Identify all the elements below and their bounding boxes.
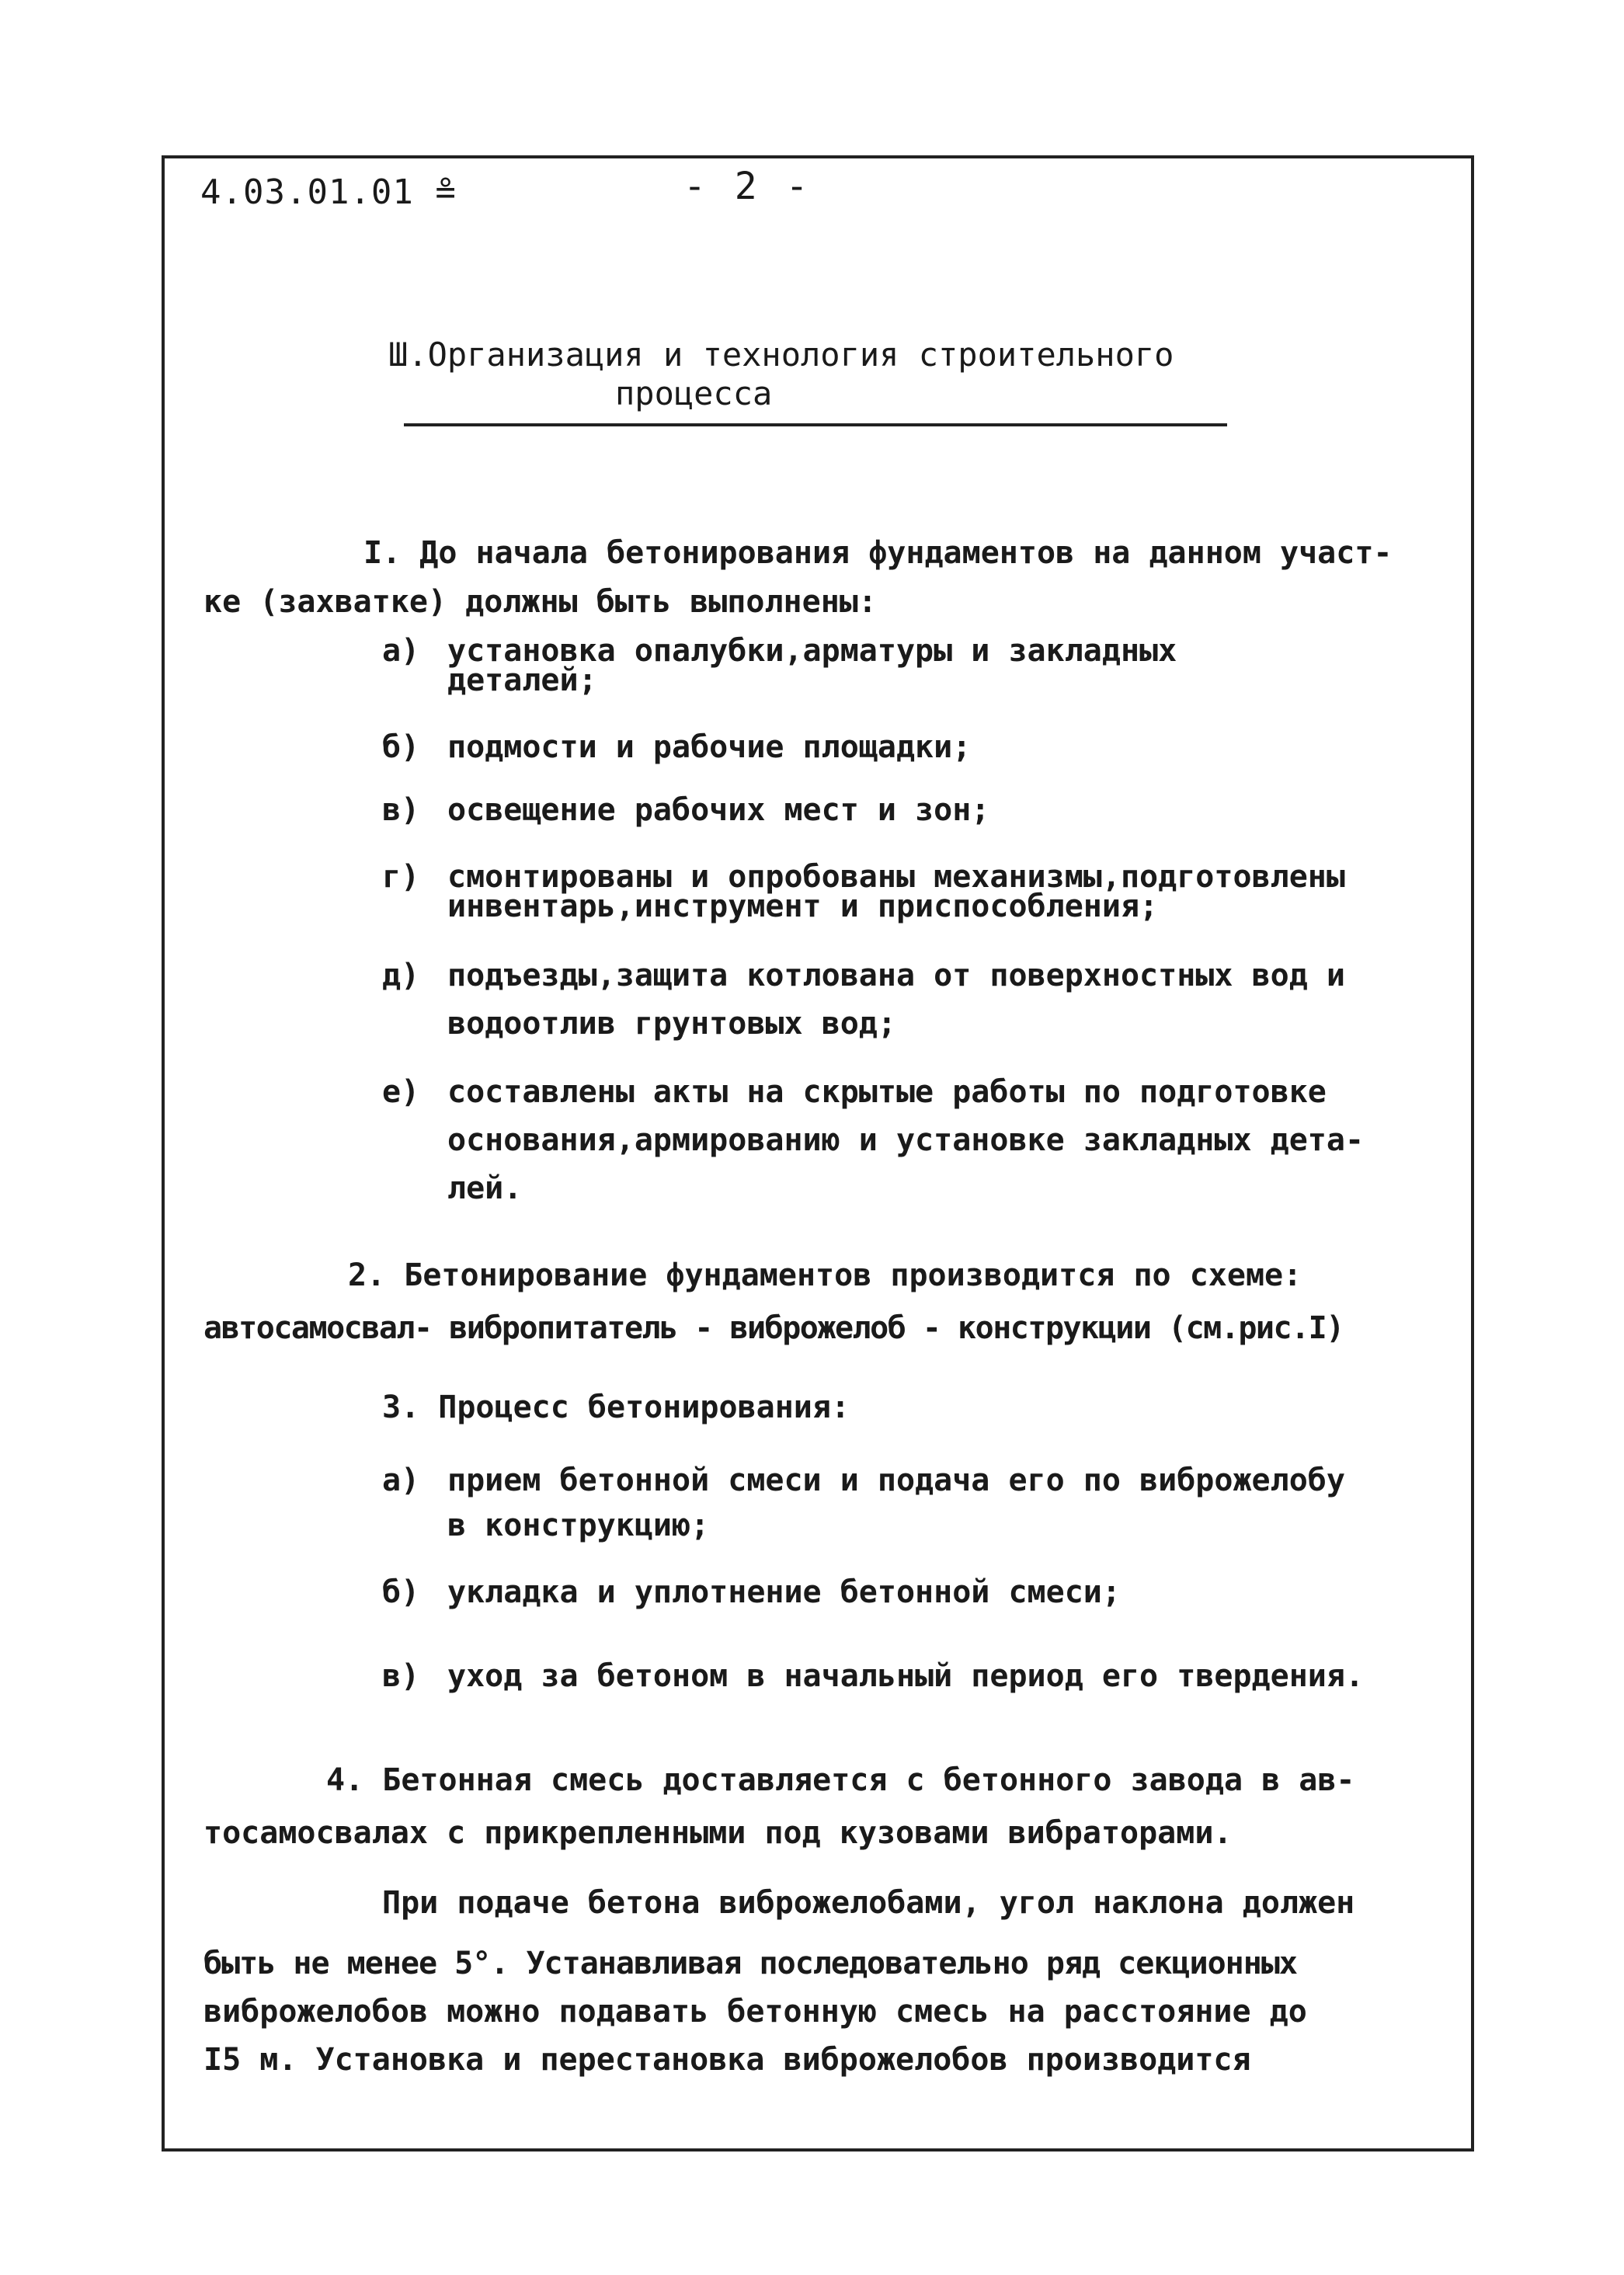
item-marker: г) [382, 859, 420, 895]
item-marker: д) [382, 958, 420, 993]
para3-item-c [382, 1656, 1364, 1696]
item-text: смонтированы и опробованы механизмы,подготовлены [447, 859, 1345, 895]
item-text: уход за бетоном в начальный период его твердения. [447, 1658, 1365, 1694]
para4-line2: тосамосвалах с прикрепленными под кузовами вибраторами. [203, 1815, 1233, 1851]
item-marker: а) [382, 633, 420, 669]
para1-item-a [382, 631, 1177, 701]
para2-line2: автосамосвал- вибропитатель - виброжелоб - конструкции (см.рис.I) [203, 1310, 1344, 1346]
section-title-line1: Ш.Организация и технология строительного [388, 336, 1174, 374]
item-text-cont: лей. [447, 1171, 523, 1206]
item-text: прием бетонной смеси и подача его по виброжелобу [447, 1463, 1345, 1498]
para4-line6: I5 м. Установка и перестановка виброжелобов производится [203, 2042, 1251, 2078]
section-title [388, 336, 1243, 413]
item-marker: е) [382, 1074, 420, 1110]
para2-line1: 2. Бетонирование фундаментов производится по схеме: [348, 1258, 1302, 1293]
page-number: - 2 - [683, 165, 812, 208]
para3-heading: 3. Процесс бетонирования: [382, 1390, 850, 1425]
item-text: подъезды,защита котлована от поверхностных вод и [447, 958, 1345, 993]
para1-item-f [382, 1072, 1364, 1209]
item-text-cont: в конструкцию; [447, 1508, 710, 1543]
item-text: составлены акты на скрытые работы по подготовке [447, 1074, 1327, 1110]
para3-item-b [382, 1572, 1121, 1612]
item-marker: б) [382, 1574, 420, 1610]
para1-item-d [382, 857, 1345, 927]
para3-item-a [382, 1460, 1345, 1546]
para4-line1: 4. Бетонная смесь доставляется с бетонного завода в ав- [326, 1762, 1355, 1798]
item-text-cont: инвентарь,инструмент и приспособления; [447, 889, 1159, 924]
item-text: подмости и рабочие площадки; [447, 729, 972, 765]
item-marker: в) [382, 1658, 420, 1694]
para1-item-e [382, 955, 1345, 1044]
para1-line1: I. До начала бетонирования фундаментов на данном участ- [363, 535, 1393, 571]
item-marker: в) [382, 792, 420, 828]
para4-line4: быть не менее 5°. Устанавливая последовательно ряд секционных [203, 1946, 1298, 1981]
section-title-line2: процесса [615, 374, 773, 412]
item-marker: а) [382, 1463, 420, 1498]
item-text-cont: водоотлив грунтовых вод; [447, 1006, 896, 1042]
item-text-cont: деталей; [447, 663, 597, 698]
para4-line3: При подаче бетона виброжелобами, угол наклона должен [382, 1885, 1355, 1921]
document-code: 4.03.01.01 ≗ [200, 172, 457, 212]
item-text-cont: основания,армированию и установке закладных дета- [447, 1122, 1365, 1158]
para1-item-c [382, 790, 989, 830]
item-marker: б) [382, 729, 420, 765]
para1-line2: ке (захватке) должны быть выполнены: [203, 584, 877, 620]
para4-line5: виброжелобов можно подавать бетонную смесь на расстояние до [203, 1994, 1307, 2030]
item-text: освещение рабочих мест и зон; [447, 792, 990, 828]
item-text: укладка и уплотнение бетонной смеси; [447, 1574, 1121, 1610]
item-text: установка опалубки,арматуры и закладных [447, 633, 1177, 669]
para1-item-b [382, 727, 971, 767]
title-underline [404, 423, 1227, 426]
